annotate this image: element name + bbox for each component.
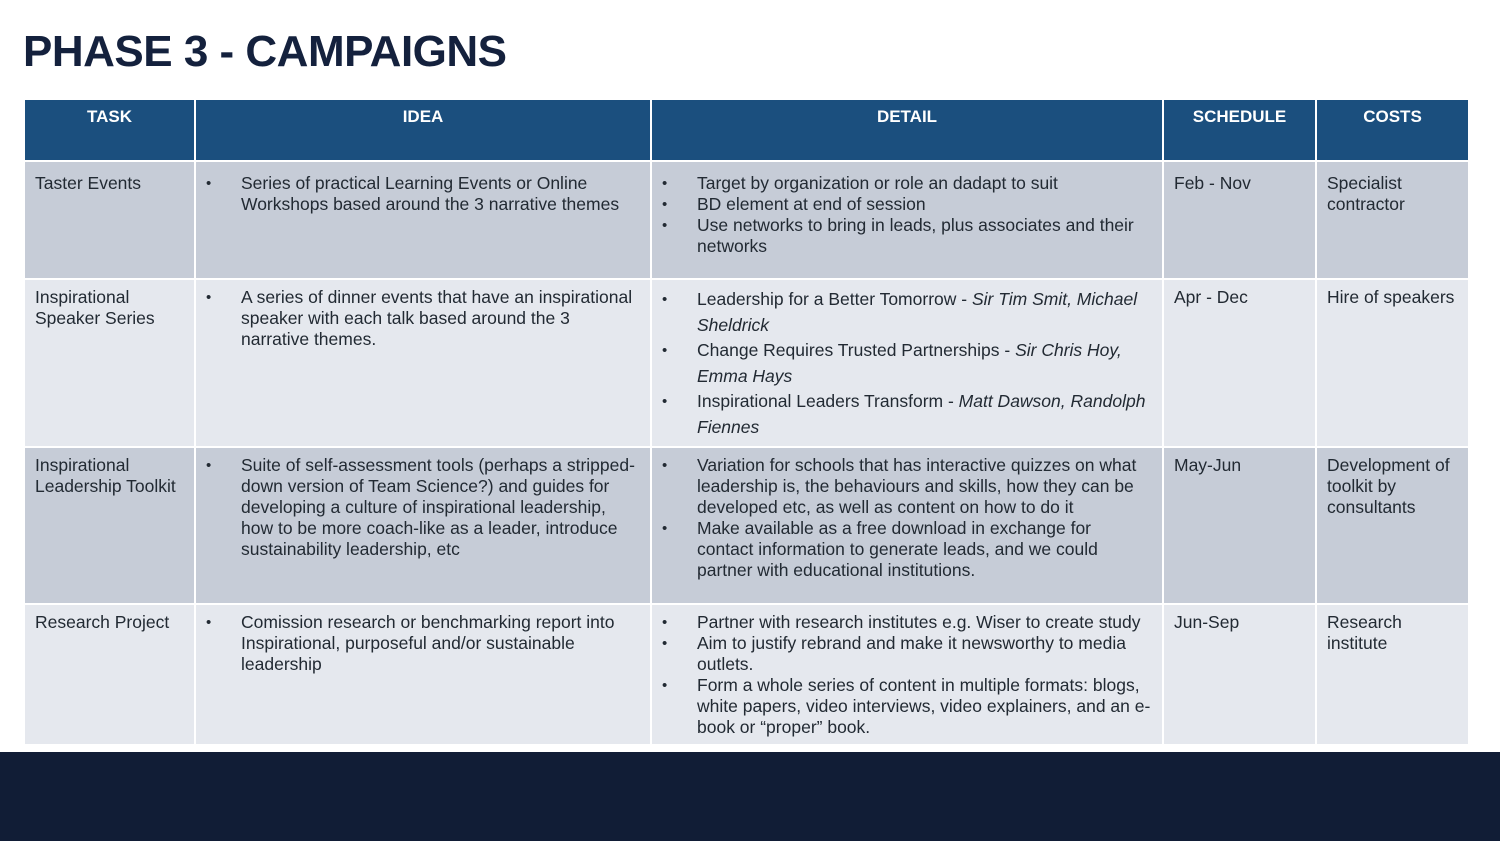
campaigns-table: [23, 98, 1470, 746]
footer-band: [0, 752, 1500, 841]
detail-text: Aim to justify rebrand and make it newsworthy to media outlets.: [697, 633, 1126, 674]
table-row: [25, 448, 1468, 603]
detail-bullet: [662, 338, 1152, 389]
idea-bullet: • A series of dinner events that have an inspirational speaker with each talk based around the 3 narrative themes.: [206, 287, 640, 350]
detail-bullet: [662, 455, 1152, 518]
table-row: [25, 162, 1468, 278]
task-cell: Research Project: [25, 605, 194, 744]
idea-cell: [196, 605, 650, 744]
slide-title: PHASE 3 - CAMPAIGNS: [23, 27, 507, 76]
detail-bullet: [662, 215, 1152, 257]
detail-text: Form a whole series of content in multiple formats: blogs, white papers, video interviews, video explainers, and an e-book or “proper” book.: [697, 675, 1151, 737]
header-task: TASK: [25, 100, 194, 160]
costs-cell: Specialist contractor: [1317, 162, 1468, 278]
speaker-names: Sir Tim Smit, Michael Sheldrick: [697, 289, 1138, 335]
header-costs: COSTS: [1317, 100, 1468, 160]
detail-text: Leadership for a Better Tomorrow -: [697, 289, 972, 309]
detail-bullet: [662, 194, 1152, 215]
task-cell: Inspirational Speaker Series: [25, 280, 194, 446]
detail-text: Use networks to bring in leads, plus associates and their networks: [697, 215, 1134, 256]
header-schedule: SCHEDULE: [1164, 100, 1315, 160]
task-cell: Taster Events: [25, 162, 194, 278]
schedule-cell: Feb - Nov: [1164, 162, 1315, 278]
detail-cell: [652, 162, 1162, 278]
schedule-cell: Jun-Sep: [1164, 605, 1315, 744]
table-row: [25, 605, 1468, 744]
header-detail: DETAIL: [652, 100, 1162, 160]
detail-bullet: [662, 173, 1152, 194]
detail-text: Partner with research institutes e.g. Wiser to create study: [697, 612, 1141, 632]
detail-cell: [652, 280, 1162, 446]
detail-cell: [652, 448, 1162, 603]
detail-text: Target by organization or role an dadapt to suit: [697, 173, 1058, 193]
detail-bullet: [662, 518, 1152, 581]
detail-text: Make available as a free download in exchange for contact information to generate leads, and we could partner with educational institutions.: [697, 518, 1098, 580]
detail-cell: [652, 605, 1162, 744]
detail-text: Change Requires Trusted Partnerships -: [697, 340, 1016, 360]
idea-bullet: • Series of practical Learning Events or Online Workshops based around the 3 narrative themes: [206, 173, 640, 215]
header-idea: IDEA: [196, 100, 650, 160]
detail-text: Variation for schools that has interactive quizzes on what leadership is, the behaviours and skills, how they can be developed etc, as well as content on how to do it: [697, 455, 1137, 517]
table-row: [25, 280, 1468, 446]
idea-cell: [196, 280, 650, 446]
detail-bullet: [662, 612, 1152, 633]
speaker-names: Matt Dawson, Randolph Fiennes: [697, 391, 1146, 437]
detail-text: Inspirational Leaders Transform -: [697, 391, 959, 411]
schedule-cell: Apr - Dec: [1164, 280, 1315, 446]
detail-bullet: [662, 389, 1152, 440]
table-header-row: [25, 100, 1468, 160]
idea-bullet: • Comission research or benchmarking report into Inspirational, purposeful and/or sustainable leadership: [206, 612, 640, 675]
detail-bullet: [662, 675, 1152, 738]
schedule-cell: May-Jun: [1164, 448, 1315, 603]
idea-cell: [196, 162, 650, 278]
costs-cell: Research institute: [1317, 605, 1468, 744]
idea-cell: [196, 448, 650, 603]
task-cell: Inspirational Leadership Toolkit: [25, 448, 194, 603]
detail-text: BD element at end of session: [697, 194, 926, 214]
speaker-names: Sir Chris Hoy, Emma Hays: [697, 340, 1122, 386]
detail-bullet: [662, 287, 1152, 338]
idea-bullet: • Suite of self-assessment tools (perhaps a stripped-down version of Team Science?) and guides for developing a culture of inspirational leadership, how to be more coach-like as a leader, introduce sustainability leadership, etc: [206, 455, 640, 560]
detail-bullet: [662, 633, 1152, 675]
costs-cell: Development of toolkit by consultants: [1317, 448, 1468, 603]
costs-cell: Hire of speakers: [1317, 280, 1468, 446]
